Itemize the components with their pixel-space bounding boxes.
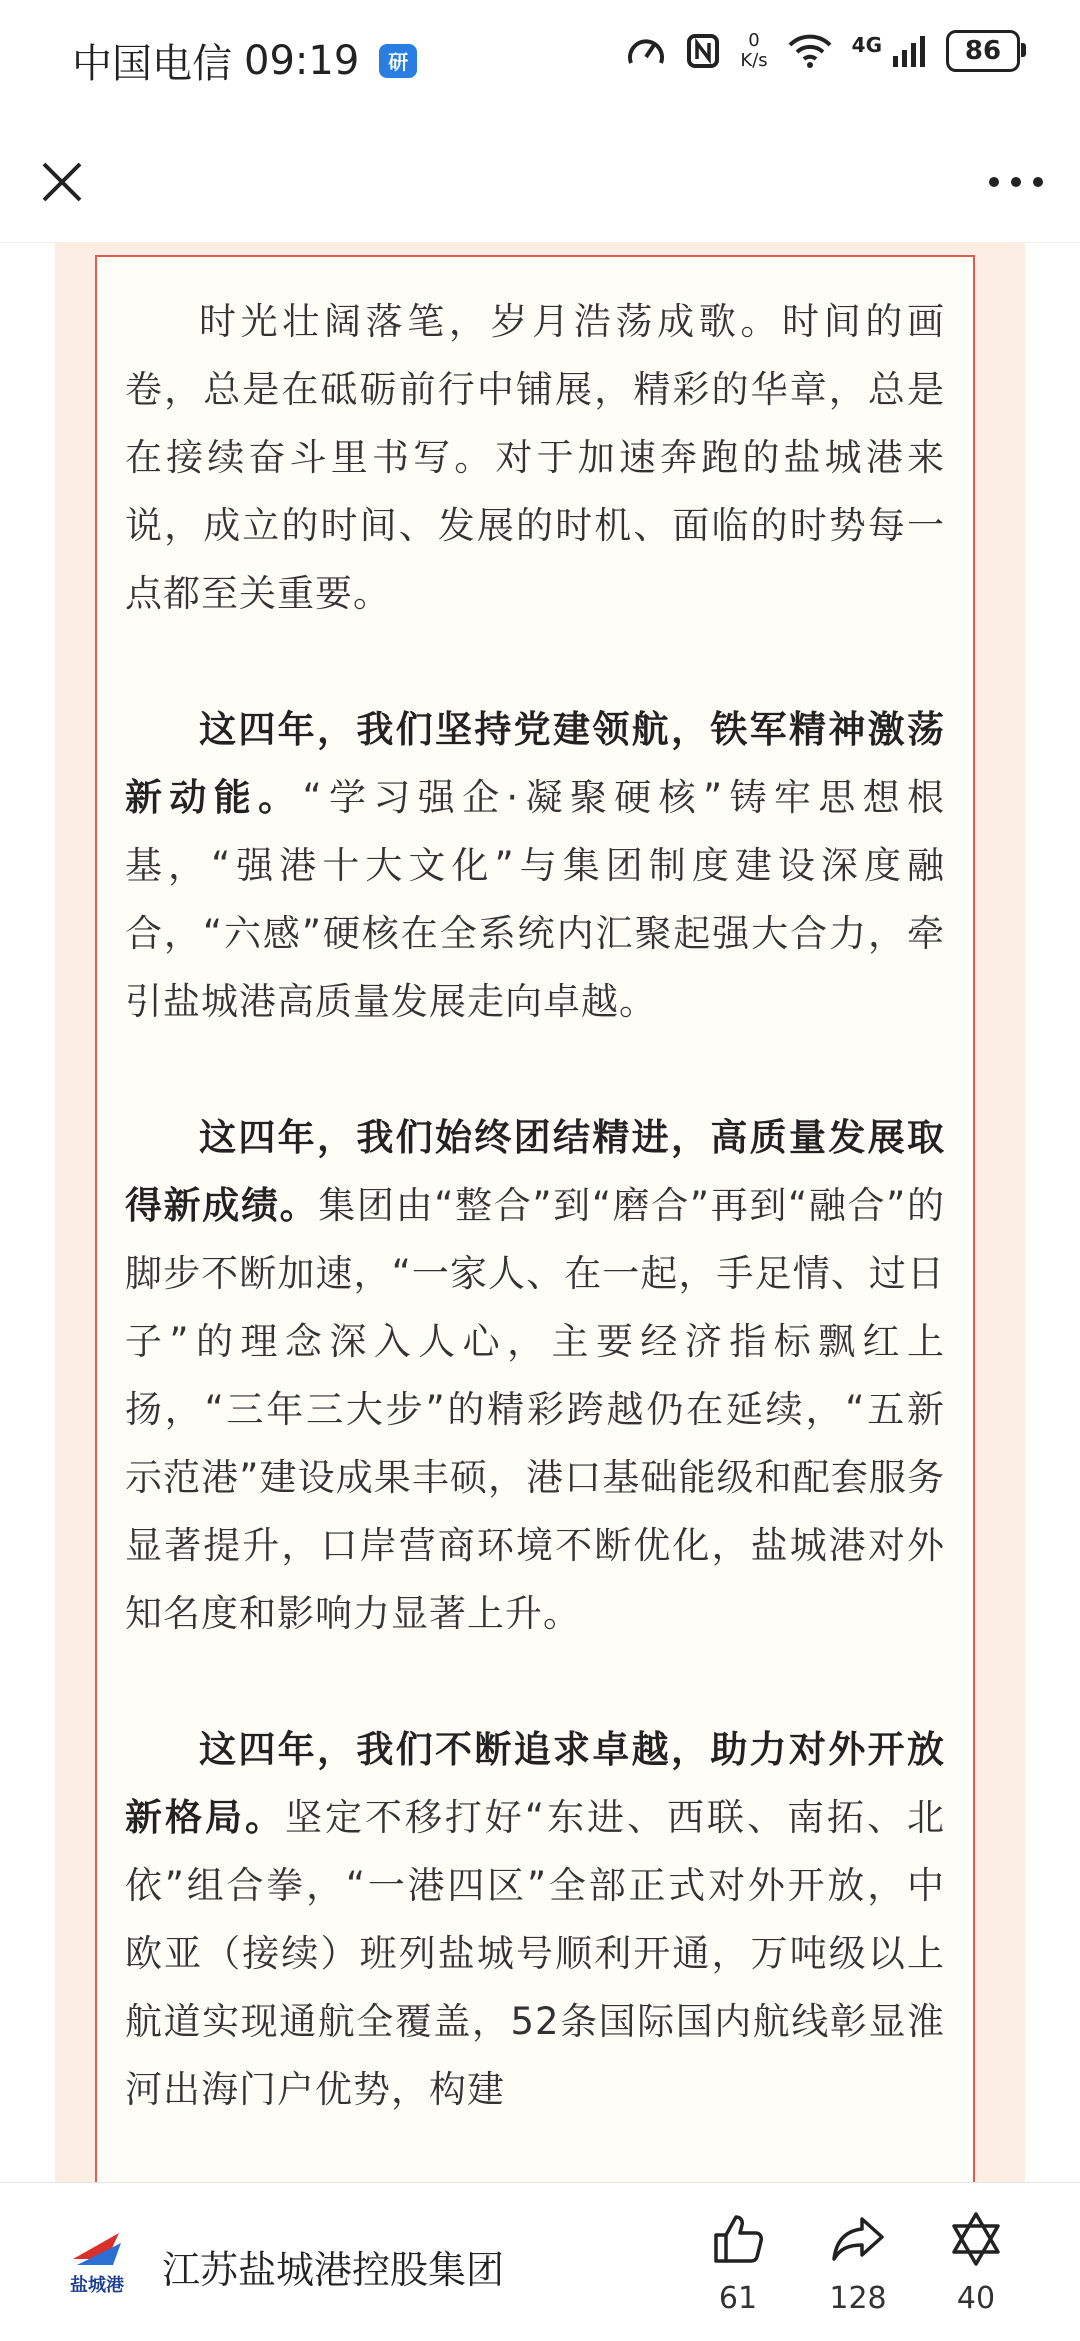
network-type: 4G [851, 33, 882, 57]
close-button[interactable] [30, 150, 94, 214]
wifi-icon [788, 34, 832, 68]
article-paragraph [125, 1104, 945, 1648]
paragraph-lead: 这四年，我们不断追求卓越，助力对外开放新格局。 [125, 1728, 945, 1839]
paragraph-text: 集团由“整合”到“磨合”再到“融合”的脚步不断加速，“一家人、在一起，手足情、过日子”的理念深入人心，主要经济指标飘红上扬，“三年三大步”的精彩跨越仍在延续，“五新示范港”建设成果丰硕，港口基础能级和配套服务显著提升，口岸营商环境不断优化，盐城港对外知名度和影响力显著上升。 [125, 1184, 946, 1635]
like-count: 61 [718, 2281, 758, 2316]
status-right [626, 30, 1020, 72]
port-logo-icon [69, 2229, 125, 2269]
logo-text: 盐城港 [70, 2275, 124, 2296]
battery-indicator: 86 [946, 30, 1020, 72]
speedometer-icon [626, 33, 666, 69]
more-options-button[interactable] [976, 150, 1056, 214]
paragraph-text: 时光壮阔落笔，岁月浩荡成歌。时间的画卷，总是在砥砺前行中铺展，精彩的华章，总是在接续奋斗里书写。对于加速奔跑的盐城港来说，成立的时间、发展的时机、面临的时势每一点都至关重要。 [125, 300, 945, 615]
article-paragraph [125, 696, 945, 1036]
share-button[interactable] [808, 2211, 908, 2316]
paragraph-lead: 这四年，我们始终团结精进，高质量发展取得新成绩。 [125, 1116, 945, 1227]
net-speed-unit: K/s [740, 50, 768, 71]
paragraph-lead: 这四年，我们坚持党建领航，铁军精神激荡新动能。 [125, 708, 945, 819]
bottom-bar [0, 2182, 1080, 2341]
hexagram-star-icon [948, 2211, 1004, 2267]
paragraph-text: “学习强企·凝聚硬核”铸牢思想根基，“强港十大文化”与集团制度建设深度融合，“六感”硬核在全系统内汇聚起强大合力，牵引盐城港高质量发展走向卓越。 [125, 776, 945, 1023]
star-button[interactable] [926, 2211, 1026, 2316]
notification-app-icon: 研 [379, 44, 417, 78]
share-count: 128 [829, 2281, 887, 2316]
close-icon [30, 150, 94, 214]
status-left [72, 32, 417, 89]
article-paragraph [125, 1716, 945, 2124]
more-dots-icon [976, 150, 1056, 214]
clock: 09:19 [244, 37, 360, 84]
status-bar [0, 0, 1080, 120]
share-icon [830, 2211, 886, 2267]
account-logo[interactable] [62, 2229, 132, 2299]
nfc-icon [686, 33, 720, 69]
star-count: 40 [956, 2281, 996, 2316]
paragraph-text: 坚定不移打好“东进、西联、南拓、北依”组合拳，“一港四区”全部正式对外开放，中欧亚（接续）班列盐城号顺利开通，万吨级以上航道实现通航全覆盖，52条国际国内航线彰显淮河出海门户优势，构建 [125, 1796, 945, 2111]
like-button[interactable] [688, 2211, 788, 2316]
article-paragraph [125, 288, 945, 628]
thumbs-up-icon [710, 2211, 766, 2267]
carrier-label: 中国电信 [72, 41, 232, 87]
nav-bar [0, 120, 1080, 243]
article-body [125, 288, 945, 2192]
signal-icon [892, 34, 926, 68]
network-speed [740, 31, 767, 71]
account-name[interactable]: 江苏盐城港控股集团 [162, 2248, 505, 2292]
net-speed-value: 0 [748, 30, 760, 51]
